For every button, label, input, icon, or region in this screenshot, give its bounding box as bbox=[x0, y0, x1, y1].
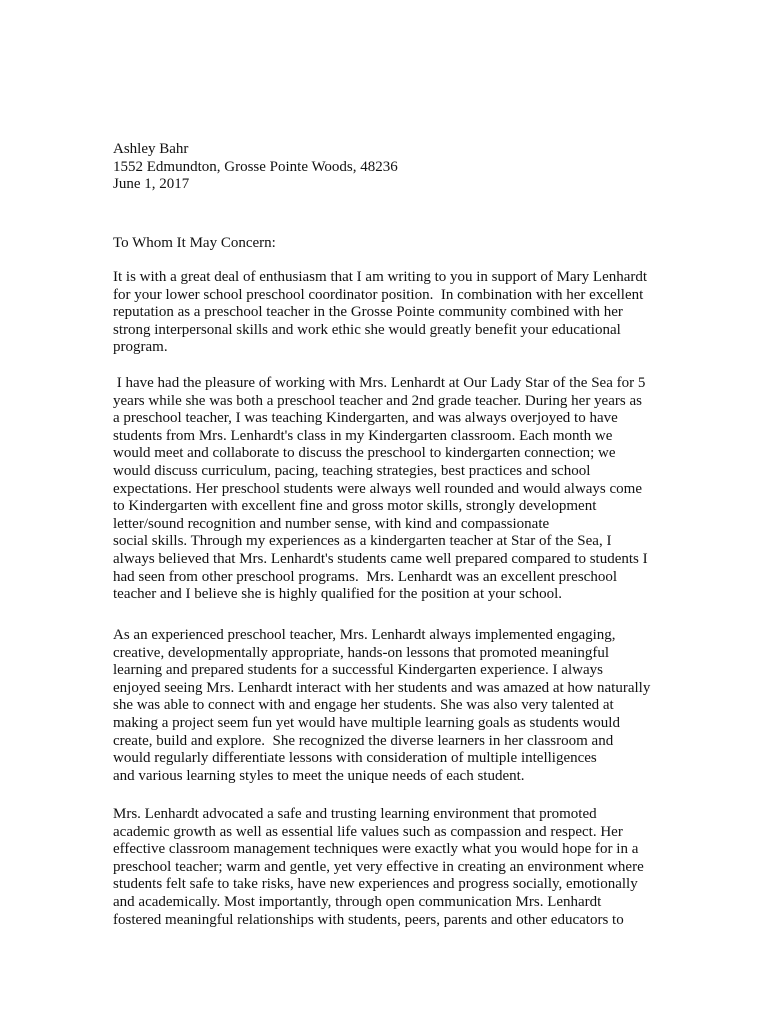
text-line: enjoyed seeing Mrs. Lenhardt interact with her students and was amazed at how naturally bbox=[113, 679, 651, 696]
text-line: letter/sound recognition and number sense, with kind and compassionate bbox=[113, 515, 550, 532]
text-line: students felt safe to take risks, have new experiences and progress socially, emotionally bbox=[113, 876, 638, 893]
text-line: fostered meaningful relationships with students, peers, parents and other educators to bbox=[113, 911, 624, 928]
text-line: I have had the pleasure of working with Mrs. Lenhardt at Our Lady Star of the Sea for 5 bbox=[113, 375, 646, 391]
paragraph-2 bbox=[113, 375, 673, 604]
salutation-text: To Whom It May Concern: bbox=[113, 235, 276, 251]
text-line: create, build and explore. She recognized the diverse learners in her classroom and bbox=[113, 732, 614, 749]
text-line: effective classroom management techniques were exactly what you would hope for in a bbox=[113, 841, 639, 858]
text-line: making a project seem fun yet would have multiple learning goals as students would bbox=[113, 714, 620, 731]
text-line: she was able to connect with and engage her students. She was also very talented at bbox=[113, 697, 614, 714]
text-line: a preschool teacher, I was teaching Kindergarten, and was always overjoyed to have bbox=[113, 410, 618, 427]
sender-address: 1552 Edmundton, Grosse Pointe Woods, 48236 bbox=[113, 158, 398, 175]
text-line: and academically. Most importantly, through open communication Mrs. Lenhardt bbox=[113, 893, 602, 910]
text-line: academic growth as well as essential life values such as compassion and respect. Her bbox=[113, 823, 623, 840]
text-line: reputation as a preschool teacher in the Grosse Pointe community combined with her bbox=[113, 304, 623, 321]
text-line: It is with a great deal of enthusiasm that I am writing to you in support of Mary Lenhardt bbox=[113, 269, 648, 285]
sender-header bbox=[113, 141, 673, 194]
text-line: students from Mrs. Lenhardt's class in my Kindergarten classroom. Each month we bbox=[113, 427, 613, 444]
paragraph-3 bbox=[113, 627, 673, 785]
text-line: teacher and I believe she is highly qualified for the position at your school. bbox=[113, 586, 563, 603]
text-line: would discuss curriculum, pacing, teaching strategies, best practices and school bbox=[113, 462, 591, 479]
text-line: preschool teacher; warm and gentle, yet very effective in creating an environment where bbox=[113, 858, 644, 875]
text-line: social skills. Through my experiences as a kindergarten teacher at Star of the Sea, I bbox=[113, 533, 612, 550]
text-line: years while she was both a preschool teacher and 2nd grade teacher. During her years as bbox=[113, 392, 642, 409]
text-line: always believed that Mrs. Lenhardt's students came well prepared compared to students I bbox=[113, 550, 648, 567]
text-line: program. bbox=[113, 339, 168, 356]
text-line: and various learning styles to meet the unique needs of each student. bbox=[113, 767, 525, 784]
text-line: expectations. Her preschool students were always well rounded and would always come bbox=[113, 480, 643, 497]
sender-name: Ashley Bahr bbox=[113, 141, 189, 157]
text-line: Mrs. Lenhardt advocated a safe and trusting learning environment that promoted bbox=[113, 806, 597, 822]
text-line: for your lower school preschool coordinator position. In combination with her excellent bbox=[113, 286, 644, 303]
text-line: As an experienced preschool teacher, Mrs. Lenhardt always implemented engaging, bbox=[113, 627, 616, 643]
paragraph-4 bbox=[113, 806, 673, 929]
text-line: strong interpersonal skills and work ethic she would greatly benefit your educational bbox=[113, 321, 621, 338]
paragraph-1 bbox=[113, 269, 673, 357]
text-line: to Kindergarten with excellent fine and gross motor skills, strongly development bbox=[113, 498, 597, 515]
letter-date: June 1, 2017 bbox=[113, 176, 190, 193]
text-line: would regularly differentiate lessons with consideration of multiple intelligences bbox=[113, 750, 597, 767]
text-line: creative, developmentally appropriate, hands-on lessons that promoted meaningful bbox=[113, 644, 610, 661]
salutation bbox=[113, 235, 673, 253]
text-line: learning and prepared students for a successful Kindergarten experience. I always bbox=[113, 662, 603, 679]
text-line: had seen from other preschool programs. Mrs. Lenhardt was an excellent preschool bbox=[113, 568, 618, 585]
text-line: would meet and collaborate to discuss the preschool to kindergarten connection; we bbox=[113, 445, 616, 462]
